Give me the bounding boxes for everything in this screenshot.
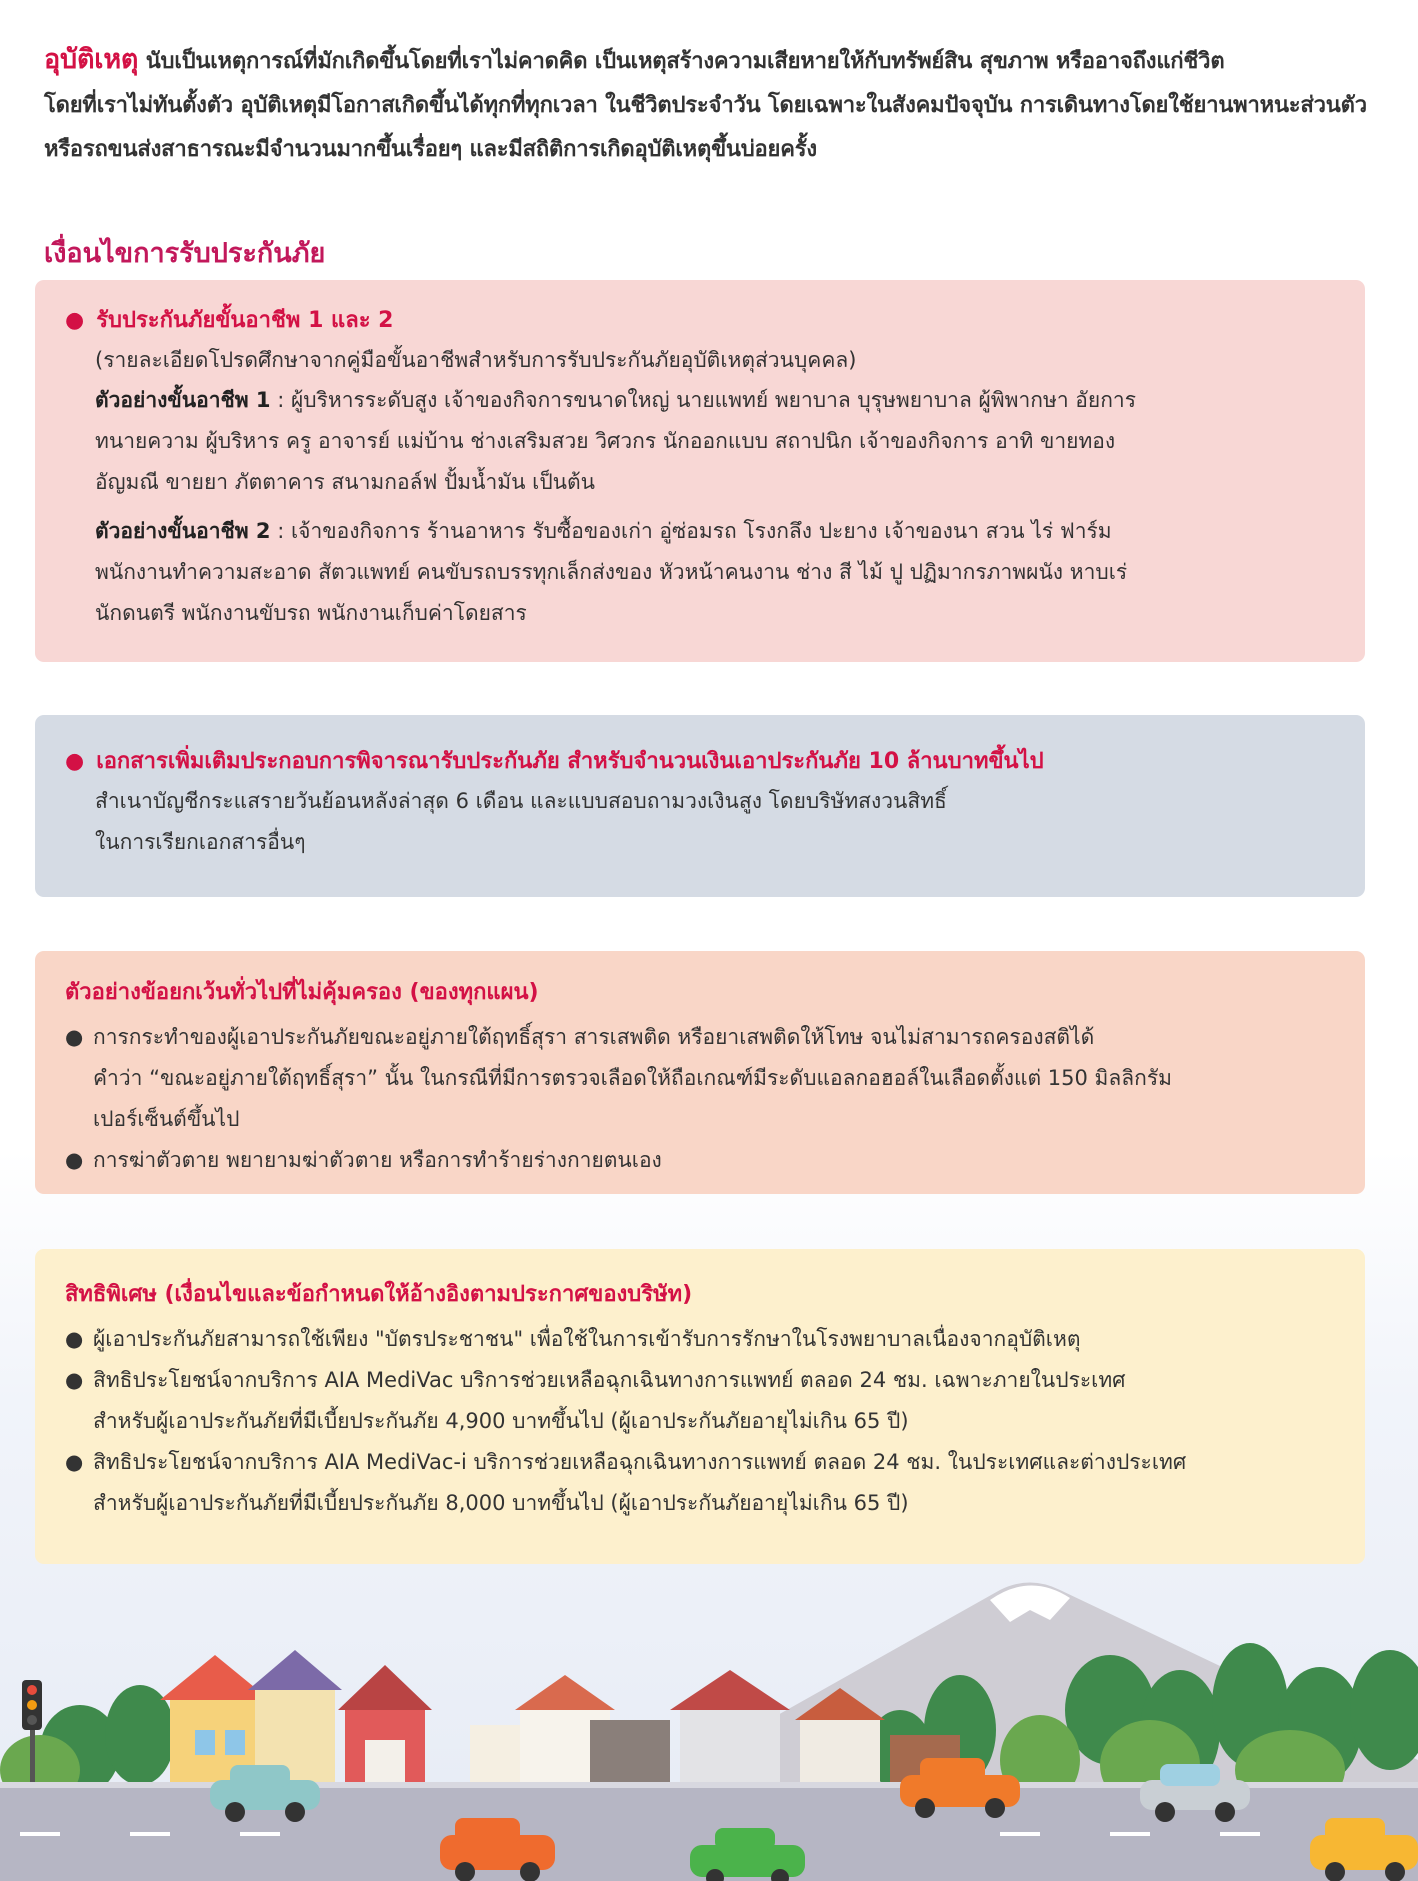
town-illustration bbox=[0, 1560, 1418, 1881]
privileges-title: สิทธิพิเศษ (เงื่อนไขและข้อกำหนดให้อ้างอิงตามประกาศของบริษัท) bbox=[65, 1282, 693, 1307]
example-2-line-1: : เจ้าของกิจการ ร้านอาหาร รับซื้อของเก่า อู่ซ่อมรถ โรงกลึง ปะยาง เจ้าของนา สวน ไร่ ฟาร์ม bbox=[270, 519, 1112, 543]
occupation-class-note: (รายละเอียดโปรดศึกษาจากคู่มือขั้นอาชีพสำหรับการรับประกันภัยอุบัติเหตุส่วนบุคคล) bbox=[95, 348, 857, 372]
privilege-item-2-line-1: สิทธิประโยชน์จากบริการ AIA MediVac บริการช่วยเหลือฉุกเฉินทางการแพทย์ ตลอด 24 ชม. เฉพาะภายในประเทศ bbox=[93, 1368, 1126, 1392]
bullet-icon: ● bbox=[65, 308, 85, 333]
example-2-line-3: นักดนตรี พนักงานขับรถ พนักงานเก็บค่าโดยสาร bbox=[95, 601, 527, 625]
privilege-item-2 bbox=[65, 1360, 1333, 1401]
privileges-box bbox=[35, 1249, 1365, 1564]
additional-documents-heading bbox=[65, 743, 1333, 781]
additional-documents-box bbox=[35, 715, 1365, 897]
exclusions-box bbox=[35, 951, 1365, 1194]
bullet-icon: ● bbox=[65, 1450, 84, 1474]
privilege-item-3-line-2: สำหรับผู้เอาประกันภัยที่มีเบี้ยประกันภัย 8,000 บาทขึ้นไป (ผู้เอาประกันภัยอายุไม่เกิน 65 ปี) bbox=[93, 1491, 909, 1515]
intro-line-3: หรือรถขนส่งสาธารณะมีจำนวนมากขึ้นเรื่อยๆ และมีสถิติการเกิดอุบัติเหตุขึ้นบ่อยครั้ง bbox=[44, 137, 817, 162]
privilege-item-3-line-1: สิทธิประโยชน์จากบริการ AIA MediVac-i บริการช่วยเหลือฉุกเฉินทางการแพทย์ ตลอด 24 ชม. ในประเทศและต่างประเทศ bbox=[93, 1450, 1187, 1474]
exclusion-item-1-line-1: การกระทำของผู้เอาประกันภัยขณะอยู่ภายใต้ฤทธิ์สุรา สารเสพติด หรือยาเสพติดให้โทษ จนไม่สามารถครองสติได้ bbox=[93, 1025, 1095, 1049]
intro-text-1: นับเป็นเหตุการณ์ที่มักเกิดขึ้นโดยที่เราไม่คาดคิด เป็นเหตุสร้างความเสียหายให้กับทรัพย์สิน สุขภาพ หรืออาจถึงแก่ชีวิต bbox=[138, 49, 1225, 74]
exclusion-item-2-text: การฆ่าตัวตาย พยายามฆ่าตัวตาย หรือการทำร้ายร่างกายตนเอง bbox=[93, 1148, 662, 1172]
bullet-icon: ● bbox=[65, 1148, 84, 1172]
bullet-icon: ● bbox=[65, 749, 85, 774]
bullet-icon: ● bbox=[65, 1025, 84, 1049]
example-1-label: ตัวอย่างขั้นอาชีพ 1 bbox=[95, 388, 271, 412]
additional-documents-line-1: สำเนาบัญชีกระแสรายวันย้อนหลังล่าสุด 6 เดือน และแบบสอบถามวงเงินสูง โดยบริษัทสงวนสิทธิ์ bbox=[95, 789, 947, 813]
privilege-item-2-line-2: สำหรับผู้เอาประกันภัยที่มีเบี้ยประกันภัย 4,900 บาทขึ้นไป (ผู้เอาประกันภัยอายุไม่เกิน 65 ปี) bbox=[93, 1409, 909, 1433]
example-2-label: ตัวอย่างขั้นอาชีพ 2 bbox=[95, 519, 271, 543]
privilege-item-1-text: ผู้เอาประกันภัยสามารถใช้เพียง "บัตรประชาชน" เพื่อใช้ในการเข้ารับการรักษาในโรงพยาบาลเนื่องจากอุบัติเหตุ bbox=[93, 1327, 1081, 1351]
privilege-item-3-cont bbox=[65, 1483, 1333, 1524]
exclusion-item-1-line-2: คำว่า “ขณะอยู่ภายใต้ฤทธิ์สุรา” นั้น ในกรณีที่มีการตรวจเลือดให้ถือเกณฑ์มีระดับแอลกอฮอล์ในเลือดตั้งแต่ 150 มิลลิกรัม bbox=[93, 1066, 1172, 1090]
intro-highlight: อุบัติเหตุ bbox=[44, 44, 139, 75]
exclusion-item-1-cont bbox=[65, 1058, 1333, 1099]
occupation-example-1 bbox=[65, 380, 1333, 421]
example-2-line-2: พนักงานทำความสะอาด สัตวแพทย์ คนขับรถบรรทุกเล็กส่งของ หัวหน้าคนงาน ช่าง สี ไม้ ปู ปฏิมากรภาพผนัง หาบเร่ bbox=[95, 560, 1128, 584]
occupation-example-2 bbox=[65, 511, 1333, 552]
example-1-line-1: : ผู้บริหารระดับสูง เจ้าของกิจการขนาดใหญ่ นายแพทย์ พยาบาล บุรุษพยาบาล ผู้พิพากษา อัยการ bbox=[270, 388, 1136, 412]
privilege-item-3 bbox=[65, 1442, 1333, 1483]
occupation-class-box bbox=[35, 280, 1365, 662]
occupation-class-heading bbox=[65, 302, 1333, 340]
intro-paragraph bbox=[44, 38, 1414, 172]
exclusion-item-2 bbox=[65, 1140, 1333, 1181]
exclusions-title: ตัวอย่างข้อยกเว้นทั่วไปที่ไม่คุ้มครอง (ของทุกแผน) bbox=[65, 980, 539, 1005]
intro-line-1 bbox=[44, 38, 1414, 84]
example-1-line-2: ทนายความ ผู้บริหาร ครู อาจารย์ แม่บ้าน ช่างเสริมสวย วิศวกร นักออกแบบ สถาปนิก เจ้าของกิจการ อาทิ ขายทอง bbox=[95, 429, 1116, 453]
example-1-line-3: อัญมณี ขายยา ภัตตาคาร สนามกอล์ฟ ปั้มน้ำมัน เป็นต้น bbox=[95, 470, 596, 494]
bullet-icon: ● bbox=[65, 1327, 84, 1351]
occupation-class-title: รับประกันภัยขั้นอาชีพ 1 และ 2 bbox=[96, 308, 394, 333]
privilege-item-2-cont bbox=[65, 1401, 1333, 1442]
privilege-item-1 bbox=[65, 1319, 1333, 1360]
bullet-icon: ● bbox=[65, 1368, 84, 1392]
intro-line-2: โดยที่เราไม่ทันตั้งตัว อุบัติเหตุมีโอกาสเกิดขึ้นได้ทุกที่ทุกเวลา ในชีวิตประจำวัน โดยเฉพาะในสังคมปัจจุบัน การเดินทางโดยใช้ยานพาหนะส่วนตัว bbox=[44, 93, 1367, 118]
additional-documents-title: เอกสารเพิ่มเติมประกอบการพิจารณารับประกันภัย สำหรับจำนวนเงินเอาประกันภัย 10 ล้านบาทขึ้นไป bbox=[96, 749, 1044, 774]
additional-documents-line-2: ในการเรียกเอกสารอื่นๆ bbox=[95, 830, 306, 854]
exclusion-item-1 bbox=[65, 1017, 1333, 1058]
exclusion-item-1-line-3: เปอร์เซ็นต์ขึ้นไป bbox=[93, 1107, 240, 1131]
section-title: เงื่อนไขการรับประกันภัย bbox=[44, 238, 326, 269]
exclusion-item-1-cont-2 bbox=[65, 1099, 1333, 1140]
